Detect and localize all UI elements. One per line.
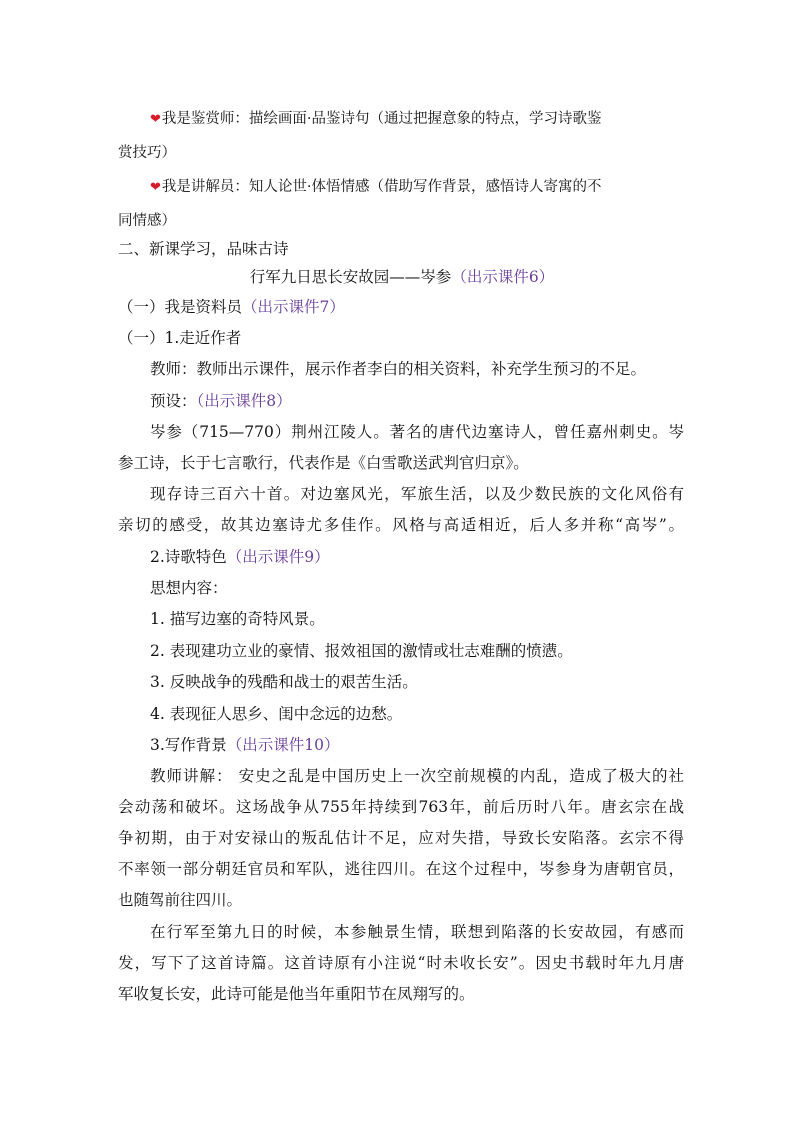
list-item: 3. 反映战争的残酷和战士的艰苦生活。 xyxy=(150,673,418,691)
background-heading xyxy=(150,734,684,756)
explain-line: 军收复长安，此诗可能是他当年重阳节在凤翔写的。 xyxy=(118,985,475,1003)
bio-line: 现存诗三百六十首。对边塞风光，军旅生活，以及少数民族的文化风俗有 xyxy=(150,485,684,503)
courseware-note: （出示课件10） xyxy=(226,736,340,754)
list-item: 4. 表现征人思乡、闺中念远的边愁。 xyxy=(150,705,403,723)
preset-label: 预设： xyxy=(150,392,197,410)
courseware-note: （出示课件6） xyxy=(451,268,555,286)
poem-title: 行军九日思长安故园——岑参 xyxy=(249,268,452,286)
bio-line: 亲切的感受，故其边塞诗尤多佳作。风格与高适相近，后人多并称“高岑”。 xyxy=(118,516,684,534)
preset-line xyxy=(150,390,684,412)
heart-icon: ❤ xyxy=(150,180,161,195)
courseware-note: （出示课件7） xyxy=(242,298,345,316)
heart-icon: ❤ xyxy=(150,112,161,127)
courseware-note: （出示课件9） xyxy=(226,548,330,566)
list-item: 2. 表现建功立业的豪情、报效祖国的激情或壮志难酬的愤懑。 xyxy=(150,642,573,660)
explain-line: 在行军至第九日的时候，本参触景生情，联想到陷落的长安故园，有感而 xyxy=(150,923,684,941)
appreciator-line xyxy=(150,108,684,131)
bio-line: 参工诗，长于七言歌行，代表作是《白雪歌送武判官归京》。 xyxy=(118,454,529,472)
bio-line: 岑参（715—770）荆州江陵人。著名的唐代边塞诗人，曾任嘉州刺史。岑 xyxy=(150,423,684,441)
explain-line: 会动荡和破坏。这场战争从755年持续到763年，前后历时八年。唐玄宗在战 xyxy=(118,798,684,816)
explainer-text: 我是讲解员：知人论世·体悟情感（借助写作背景，感悟诗人寄寓的不 xyxy=(161,179,602,195)
features-heading xyxy=(150,546,684,568)
explain-line: 教师讲解： 安史之乱是中国历史上一次空前规模的内乱，造成了极大的社 xyxy=(150,767,684,785)
content-label: 思想内容： xyxy=(150,579,228,597)
sub-heading-materials xyxy=(118,296,684,318)
courseware-note: （出示课件8） xyxy=(196,392,292,410)
section-heading: 二、新课学习，品味古诗 xyxy=(118,240,289,258)
poem-title-line xyxy=(0,266,794,288)
sub-heading-author: （一）1.走近作者 xyxy=(118,329,242,347)
explain-line: 也随驾前往四川。 xyxy=(118,891,243,909)
explainer-text-cont: 同情感） xyxy=(118,213,176,229)
list-item: 1. 描写边塞的奇特风景。 xyxy=(150,610,325,628)
sub-heading-text: （一）我是资料员 xyxy=(118,298,243,316)
background-heading-text: 3.写作背景 xyxy=(150,736,227,754)
appreciator-text: 我是鉴赏师：描绘画面·品鉴诗句（通过把握意象的特点，学习诗歌鉴 xyxy=(161,111,602,127)
explain-line: 不率领一部分朝廷官员和军队，逃往四川。在这个过程中，岑参身为唐朝官员， xyxy=(118,860,684,878)
appreciator-text-cont: 赏技巧） xyxy=(118,145,176,161)
explainer-line xyxy=(150,176,684,199)
explain-line: 发，写下了这首诗篇。这首诗原有小注说“时未收长安”。因史书载时年九月唐 xyxy=(118,954,684,972)
explain-line: 争初期，由于对安禄山的叛乱估计不足，应对失措，导致长安陷落。玄宗不得 xyxy=(118,829,684,847)
features-heading-text: 2.诗歌特色 xyxy=(150,548,227,566)
teacher-line: 教师：教师出示课件，展示作者李白的相关资料，补充学生预习的不足。 xyxy=(150,360,647,378)
